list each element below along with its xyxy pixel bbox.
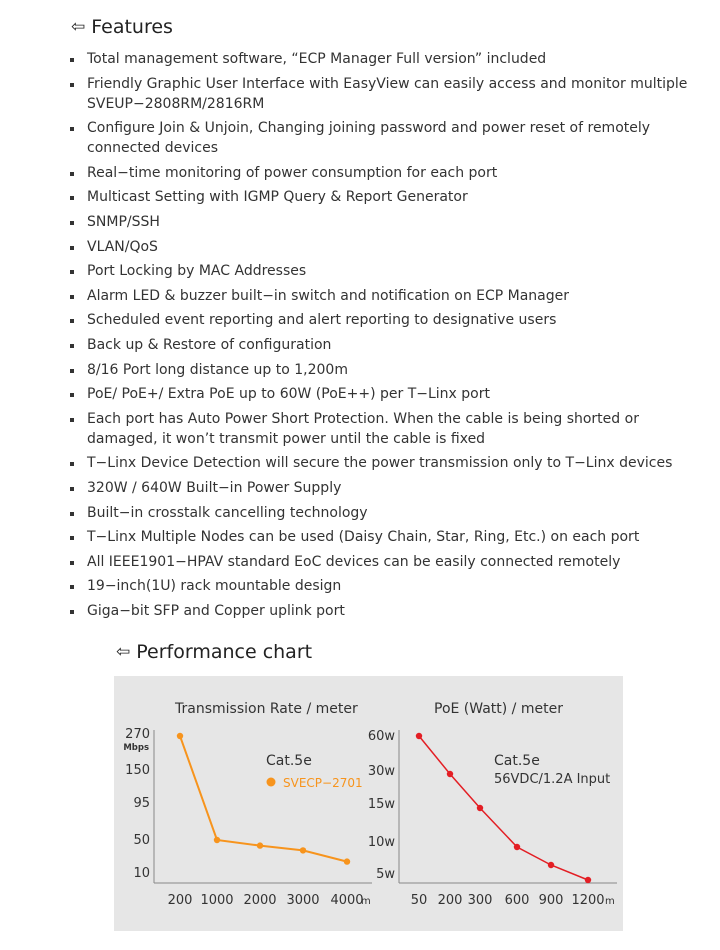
feature-item: Each port has Auto Power Short Protection. When the cable is being shorted or damaged, it won’t transmit power until the cable is fixed [70,409,710,449]
x-tick-label: 1000 [200,893,234,908]
feature-item: SNMP/SSH [70,212,710,232]
x-tick-label: 1200 [571,893,605,908]
features-heading [71,16,173,38]
left-arrow-icon: ⇦ [71,16,86,37]
data-point [300,847,306,853]
chart-title: PoE (Watt) / meter [434,701,563,717]
x-tick-label: 4000 [330,893,364,908]
performance-charts [114,676,623,931]
feature-list [70,49,710,625]
y-tick-label: 10w [367,835,395,850]
feature-item: Scheduled event reporting and alert reporting to designative users [70,310,710,330]
cable-annotation: Cat.5e [494,753,540,769]
x-tick-label: 300 [467,893,493,908]
data-point [177,733,183,739]
data-point [344,858,350,864]
data-point [548,862,554,868]
performance-chart-panel [114,676,623,931]
feature-item: Alarm LED & buzzer built−in switch and notification on ECP Manager [70,286,710,306]
feature-item: Total management software, “ECP Manager Full version” included [70,49,710,69]
x-tick-label: 900 [538,893,564,908]
feature-item: T−Linx Device Detection will secure the power transmission only to T−Linx devices [70,453,710,473]
feature-item: Configure Join & Unjoin, Changing joining password and power reset of remotely connected devices [70,118,710,158]
feature-item: PoE/ PoE+/ Extra PoE up to 60W (PoE++) per T−Linx port [70,384,710,404]
feature-item: 19−inch(1U) rack mountable design [70,576,710,596]
data-point [585,877,591,883]
legend-label: SVECP−2701 [283,776,363,790]
feature-item: Real−time monitoring of power consumption for each port [70,163,710,183]
data-point [214,837,220,843]
y-tick-label: 30w [367,764,395,779]
performance-heading [116,641,312,663]
cable-annotation: Cat.5e [266,753,312,769]
y-tick-label: 60w [367,729,395,744]
data-point [416,733,422,739]
feature-item: Built−in crosstalk cancelling technology [70,503,710,523]
y-tick-label: 50 [133,833,150,848]
x-unit-label: m [361,896,371,907]
chart-title: Transmission Rate / meter [175,701,358,717]
input-annotation: 56VDC/1.2A Input [494,772,611,787]
x-tick-label: 600 [504,893,530,908]
series-line-svecp-2701 [180,736,347,862]
feature-item: Multicast Setting with IGMP Query & Report Generator [70,187,710,207]
y-tick-label: 150 [125,763,150,778]
y-tick-label: 15w [367,797,395,812]
left-arrow-icon: ⇦ [116,641,131,662]
x-tick-label: 200 [437,893,463,908]
x-unit-label: m [605,896,615,907]
data-point [447,771,453,777]
legend-marker [267,778,276,787]
x-tick-label: 50 [410,893,428,908]
feature-item: Giga−bit SFP and Copper uplink port [70,601,710,621]
x-tick-label: 2000 [243,893,277,908]
feature-item: Port Locking by MAC Addresses [70,261,710,281]
y-tick-label: 5w [376,867,395,882]
y-tick-label: 10 [133,866,150,881]
feature-item: 8/16 Port long distance up to 1,200m [70,360,710,380]
y-tick-label: 270 [125,727,150,742]
x-tick-label: 200 [167,893,193,908]
x-tick-label: 3000 [286,893,320,908]
y-tick-label: 95 [133,796,150,811]
feature-item: 320W / 640W Built−in Power Supply [70,478,710,498]
feature-item: T−Linx Multiple Nodes can be used (Daisy Chain, Star, Ring, Etc.) on each port [70,527,710,547]
feature-item: All IEEE1901−HPAV standard EoC devices can be easily connected remotely [70,552,710,572]
performance-title: Performance chart [136,641,313,663]
feature-item: Back up & Restore of configuration [70,335,710,355]
data-point [514,844,520,850]
y-unit-label: Mbps [123,743,149,753]
feature-item: VLAN/QoS [70,237,710,257]
feature-item: Friendly Graphic User Interface with EasyView can easily access and monitor multiple SVEUP−2808RM/2816RM [70,74,710,114]
features-title: Features [91,16,173,38]
data-point [257,842,263,848]
data-point [477,805,483,811]
